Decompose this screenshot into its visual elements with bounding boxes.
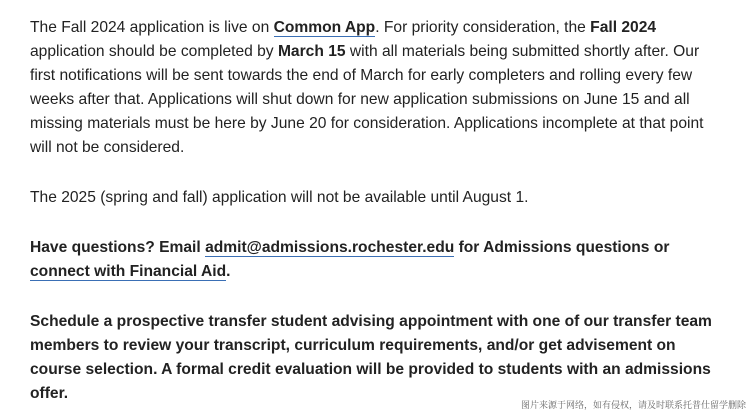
financial-aid-link[interactable]: connect with Financial Aid [30, 263, 227, 280]
admissions-email-link[interactable]: admit@admissions.rochester.edu [205, 239, 455, 256]
application-info-paragraph [30, 16, 720, 160]
text-segment: for Admissions questions or [454, 239, 670, 256]
main-content [30, 16, 720, 406]
spring-fall-2025-paragraph: The 2025 (spring and fall) application will not be available until August 1. [30, 189, 529, 206]
text-segment: . For priority consideration, the [375, 19, 591, 36]
text-segment: application should be completed by [30, 43, 278, 60]
text-segment: . [226, 263, 231, 280]
text-segment: with all materials being submitted shortly after. Our first notifications will be sent towards the end of March for early completers and rolling every few weeks after that. Applications will shut down for new application submissions on June 15 and all missing materials must be here by June 20 for consideration. Applications incomplete at that point will not be considered. [30, 43, 704, 156]
advising-appointment-paragraph: Schedule a prospective transfer student advising appointment with one of our transfer team members to review your transcript, curriculum requirements, and/or get advisement on course selection. A formal credit evaluation will be provided to students with an admissions offer. [30, 313, 712, 402]
common-app-link[interactable]: Common App [273, 19, 376, 36]
text-segment: The Fall 2024 application is live on [30, 19, 274, 36]
fall-2024-bold: Fall 2024 [590, 19, 657, 36]
questions-paragraph [30, 236, 720, 284]
march-15-bold: March 15 [277, 43, 346, 60]
text-segment: Have questions? Email [30, 239, 206, 256]
image-source-watermark: 图片来源于网络，如有侵权，请及时联系托普仕留学删除 [521, 398, 746, 411]
